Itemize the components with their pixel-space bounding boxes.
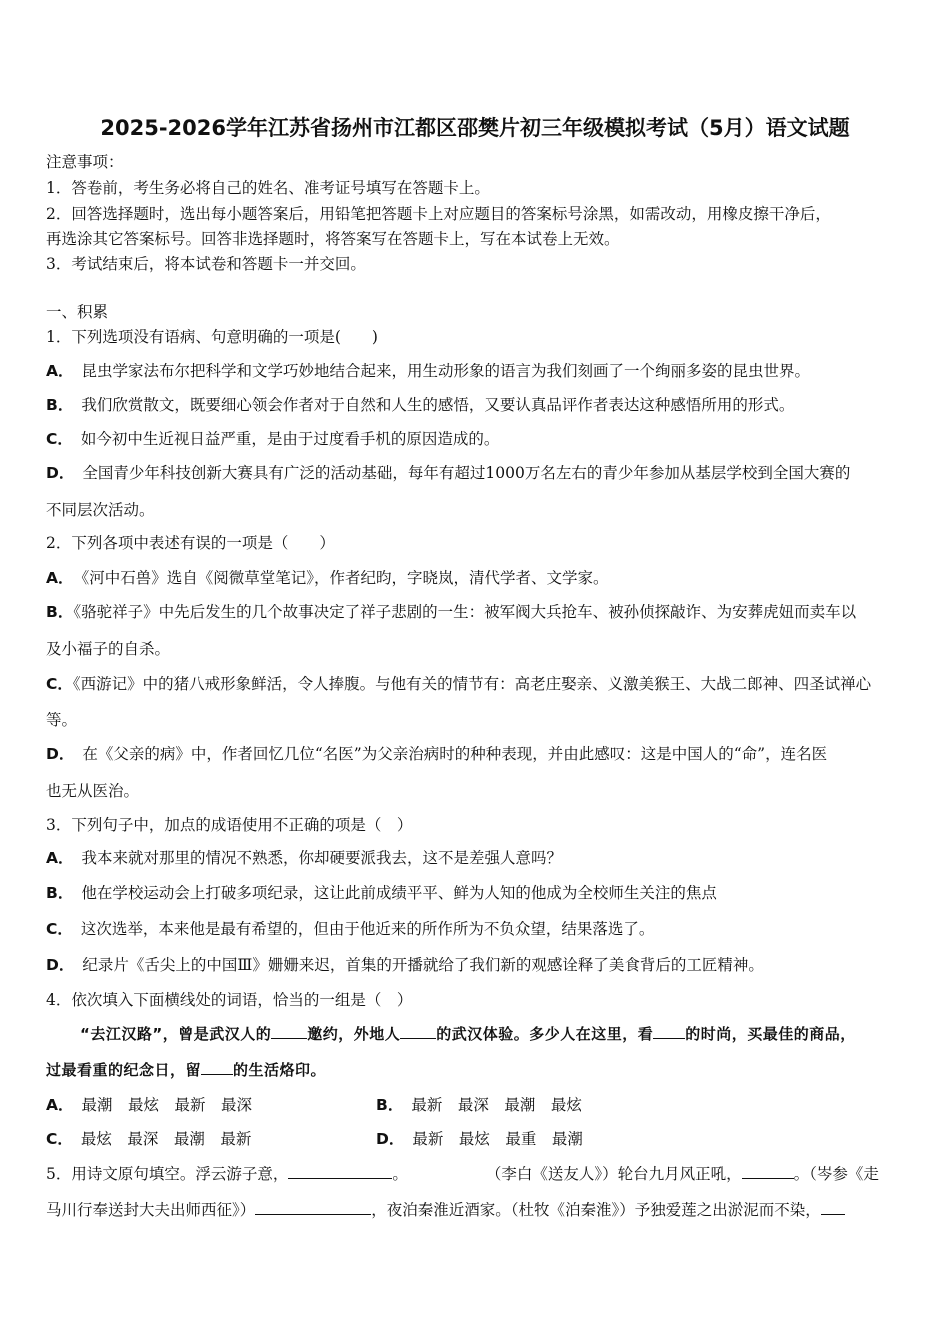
fill-blank [742,1164,794,1179]
option-label: A． [46,849,74,867]
option-label: B． [376,1096,404,1114]
question-3-option-b [46,883,908,903]
fill-blank [288,1164,392,1179]
passage-text: 的生活烙印。 [233,1061,327,1079]
section-heading: 一、积累 [46,303,109,321]
question-2-option-a [46,568,908,588]
question-3-stem: 3．下列句子中，加点的成语使用不正确的项是（ ） [46,816,413,834]
option-text: 最潮 最炫 最新 最深 [81,1096,253,1114]
question-2-option-d-cont: 也无从医治。 [46,782,140,800]
option-label: A． [46,362,74,380]
option-text: 纪录片《舌尖上的中国Ⅲ》姗姗来迟，首集的开播就给了我们新的观感诠释了美食背后的工匠精神。 [82,956,764,974]
question-text: 。（岑参《走 [793,1165,879,1183]
notice-item: 1．答卷前，考生务必将自己的姓名、准考证号填写在答题卡上。 [46,179,490,197]
passage-text: “去江汉路”，曾是武汉人的 [80,1025,272,1043]
question-2-stem: 2．下列各项中表述有误的一项是（ ） [46,534,335,552]
question-1-option-d-cont: 不同层次活动。 [46,501,155,519]
question-5-line2 [46,1200,908,1220]
option-label: D． [376,1130,405,1148]
question-3-option-a [46,848,908,868]
fill-blank [400,1024,436,1039]
option-label: B． [46,603,74,621]
question-2-option-b [46,602,908,622]
option-text: 在《父亲的病》中，作者回忆几位“名医”为父亲治病时的种种表现，并由此感叹：这是中国人的“命”，连名医 [82,745,828,763]
option-text: 《骆驼祥子》中先后发生的几个故事决定了祥子悲剧的一生：被军阀大兵抢车、被孙侦探敲诈、为安葬虎妞而卖车以 [73,603,857,621]
option-text: 最新 最深 最潮 最炫 [411,1096,582,1114]
passage-text: 邀约，外地人 [307,1025,401,1043]
notice-heading: 注意事项： [46,153,124,171]
question-text: （李白《送友人》）轮台九月风正吼， [485,1165,742,1183]
question-2-option-c-cont: 等。 [46,711,78,729]
option-text: 我本来就对那里的情况不熟悉，你却硬要派我去，这不是差强人意吗？ [81,849,563,867]
question-2-option-b-cont: 及小福子的自杀。 [46,640,171,658]
question-1-option-c [46,429,908,449]
passage-text: 过最看重的纪念日，留 [46,1061,202,1079]
option-label: B． [46,884,74,902]
question-text: ，夜泊秦淮近酒家。（杜牧《泊秦淮》）予独爱莲之出淤泥而不染， [371,1201,821,1219]
option-label: C． [46,675,73,693]
option-text: 这次选举，本来他是最有希望的，但由于他近来的所作所为不负众望，结果落选了。 [80,920,655,938]
question-4-options-row1 [46,1095,908,1115]
question-text: 5．用诗文原句填空。浮云游子意， [46,1165,289,1183]
option-text: 最炫 最深 最潮 最新 [80,1130,252,1148]
fill-blank [271,1024,307,1039]
question-4-option-a [46,1096,252,1114]
question-4-options-row2 [46,1129,908,1149]
question-1-option-b [46,395,908,415]
question-1-stem: 1．下列选项没有语病、句意明确的一项是( ) [46,328,378,346]
question-4-passage-line1 [80,1024,908,1044]
fill-blank [201,1060,233,1075]
option-label: A． [46,569,74,587]
option-text: 最新 最炫 最重 最潮 [412,1130,583,1148]
option-text: 如今初中生近视日益严重，是由于过度看手机的原因造成的。 [80,430,500,448]
option-label: C． [46,920,73,938]
question-4-stem: 4．依次填入下面横线处的词语，恰当的一组是（ ） [46,991,413,1009]
option-label: C． [46,430,73,448]
question-1-option-d [46,463,908,483]
option-label: D． [46,745,75,763]
question-3-option-c [46,919,908,939]
question-4-option-c [46,1130,251,1148]
option-label: B． [46,396,74,414]
question-4-option-b [376,1095,582,1115]
option-text: 《西游记》中的猪八戒形象鲜活，令人捧腹。与他有关的情节有：高老庄娶亲、义激美猴王、大战二郎神、四圣试禅心 [72,675,872,693]
option-text: 全国青少年科技创新大赛具有广泛的活动基础，每年有超过1000万名左右的青少年参加从基层学校到全国大赛的 [82,464,851,482]
option-label: D． [46,956,75,974]
fill-blank [653,1024,685,1039]
option-text: 他在学校运动会上打破多项纪录，这让此前成绩平平、鲜为人知的他成为全校师生关注的焦点 [81,884,717,902]
notice-item: 再选涂其它答案标号。回答非选择题时，将答案写在答题卡上，写在本试卷上无效。 [46,230,620,248]
question-3-option-d [46,955,908,975]
question-2-option-d [46,744,908,764]
question-text: 马川行奉送封大夫出师西征》） [46,1201,256,1219]
page-title: 2025-2026学年江苏省扬州市江都区邵樊片初三年级模拟考试（5月）语文试题 [100,116,850,140]
passage-text: 的时尚，买最佳的商品， [685,1025,856,1043]
option-text: 昆虫学家法布尔把科学和文学巧妙地结合起来，用生动形象的语言为我们刻画了一个绚丽多姿的昆虫世界。 [81,362,811,380]
question-text: 。 [392,1165,408,1183]
option-label: C． [46,1130,73,1148]
fill-blank [821,1200,845,1215]
notice-item: 2．回答选择题时，选出每小题答案后，用铅笔把答题卡上对应题目的答案标号涂黑，如需改动，用橡皮擦干净后， [46,205,831,223]
option-text: 我们欣赏散文，既要细心领会作者对于自然和人生的感悟，又要认真品评作者表达这种感悟所用的形式。 [81,396,795,414]
option-label: D． [46,464,75,482]
option-text: 《河中石兽》选自《阅微草堂笔记》，作者纪昀，字晓岚，清代学者、文学家。 [81,569,609,587]
fill-blank [255,1200,371,1215]
option-label: A． [46,1096,74,1114]
question-5-line1 [46,1164,908,1184]
question-4-passage-line2 [46,1060,908,1080]
question-2-option-c [46,674,908,694]
question-4-option-d [376,1129,583,1149]
question-1-option-a [46,361,908,381]
notice-item: 3．考试结束后，将本试卷和答题卡一并交回。 [46,255,366,273]
passage-text: 的武汉体验。多少人在这里，看 [436,1025,654,1043]
